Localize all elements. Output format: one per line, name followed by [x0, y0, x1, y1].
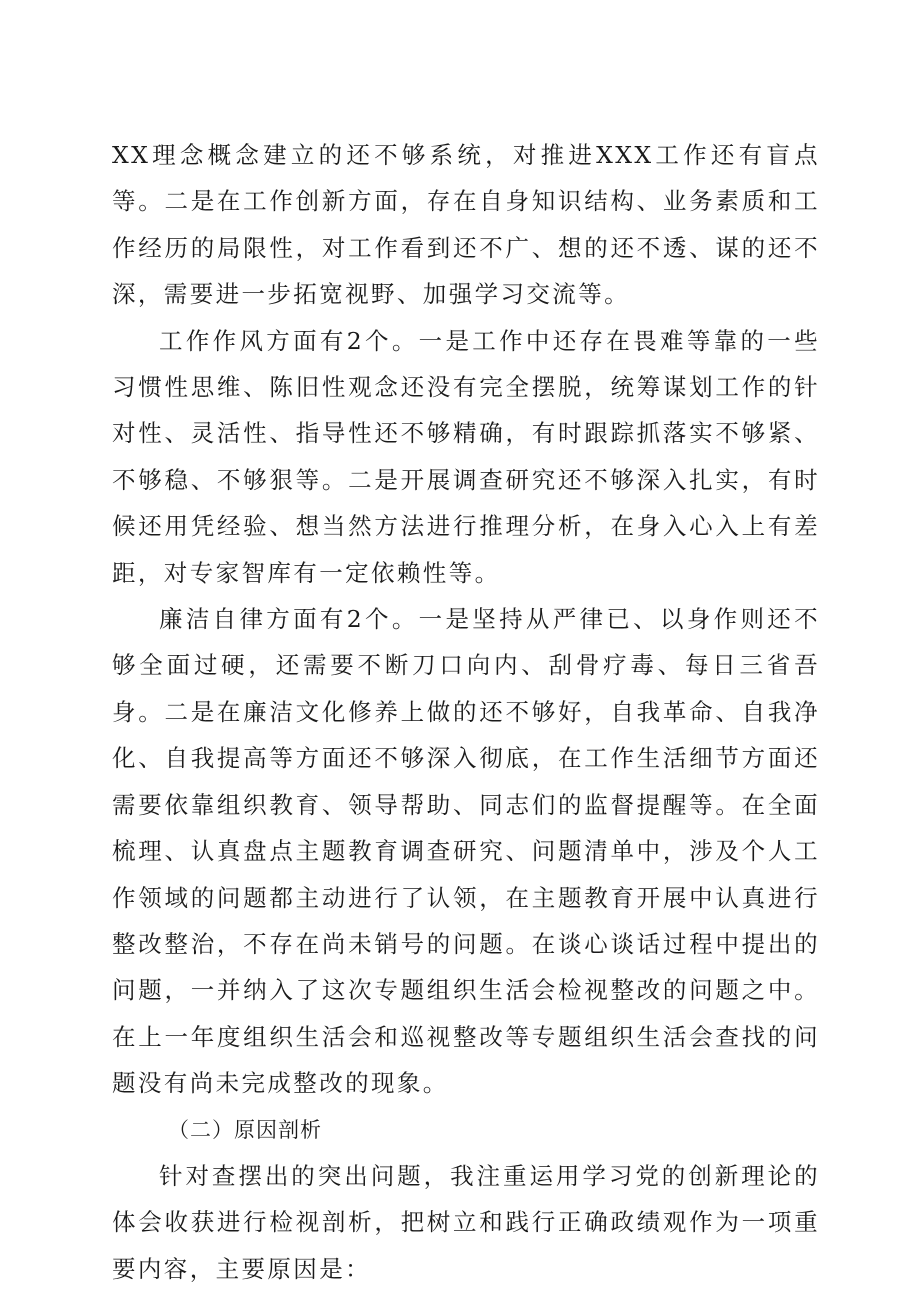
paragraph-integrity-self-discipline: 廉洁自律方面有2个。一是坚持从严律已、以身作则还不够全面过硬，还需要不断刀口向内、刮骨疗毒、每日三省吾身。二是在廉洁文化修养上做的还不够好，自我革命、自我净化、自我提高等方面还不够深入彻底，在工作生活细节方面还需要依靠组织教育、领导帮助、同志们的监督提醒等。在全面梳理、认真盘点主题教育调查研究、问题清单中，涉及个人工作领域的问题都主动进行了认领，在主题教育开展中认真进行整改整治，不存在尚未销号的问题。在谈心谈话过程中提出的问题，一并纳入了这次专题组织生活会检视整改的问题之中。在上一年度组织生活会和巡视整改等专题组织生活会查找的问题没有尚未完成整改的现象。 [112, 605, 820, 1098]
paragraph-work-style: 工作作风方面有2个。一是工作中还存在畏难等靠的一些习惯性思维、陈旧性观念还没有完全摆脱，统筹谋划工作的针对性、灵活性、指导性还不够精确，有时跟踪抓落实不够紧、不够稳、不够狠等。二是开展调查研究还不够深入扎实，有时候还用凭经验、想当然方法进行推理分析，在身入心入上有差距，对专家智库有一定依赖性等。 [112, 326, 820, 587]
document-body [112, 132, 820, 1292]
paragraph-study-innovation: XX理念概念建立的还不够系统，对推进XXX工作还有盲点等。二是在工作创新方面，存在自身知识结构、业务素质和工作经历的局限性，对工作看到还不广、想的还不透、谋的还不深，需要进一步拓宽视野、加强学习交流等。 [112, 141, 820, 309]
paragraph-cause-analysis: 针对查摆出的突出问题，我注重运用学习党的创新理论的体会收获进行检视剖析，把树立和践行正确政绩观作为一项重要内容，主要原因是： [112, 1161, 820, 1283]
section-heading: （二）原因剖析 [168, 1117, 322, 1142]
